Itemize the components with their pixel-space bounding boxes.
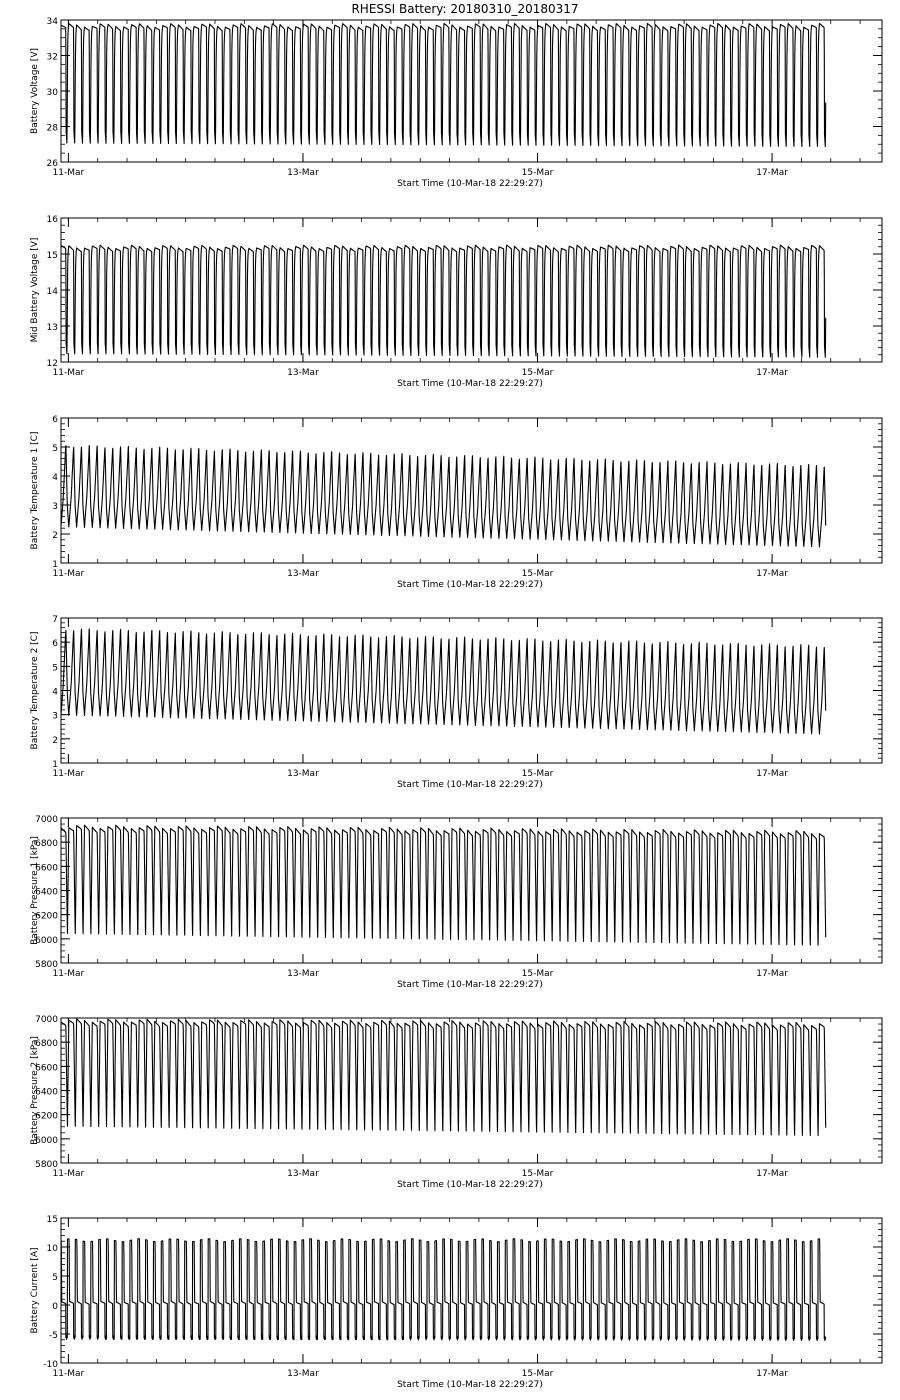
y-tick-label: 5 [52,444,58,454]
y-tick-label: 7000 [35,1015,58,1025]
x-tick-label: 15-Mar [521,769,554,779]
y-axis-label: Battery Voltage [V] [30,48,40,134]
y-tick-label: 6000 [35,1135,58,1146]
y-tick-label: 7000 [35,815,58,825]
y-tick-label: 3 [52,711,58,722]
y-tick-label: 15 [46,251,58,261]
y-axis-label: Battery Pressure 2 [kPa] [30,1036,40,1145]
x-tick-label: 11-Mar [52,769,85,779]
y-tick-label: 6800 [35,1039,58,1050]
y-tick-label: 6000 [35,935,58,946]
x-tick-label: 15-Mar [521,969,554,979]
x-axis-label: Start Time (10-Mar-18 22:29:27) [397,980,543,990]
y-axis-label: Mid Battery Voltage [V] [30,237,40,343]
x-tick-label: 13-Mar [287,368,319,378]
y-tick-label: 3 [52,502,58,512]
y-axis-label: Battery Temperature 1 [C] [30,431,40,550]
y-tick-label: 7 [52,615,58,625]
y-tick-label: 5800 [35,960,58,970]
y-tick-label: 5 [52,663,58,674]
y-tick-label: 6800 [35,839,58,850]
x-tick-label: 13-Mar [287,969,319,979]
x-tick-label: 13-Mar [287,168,319,178]
y-tick-label: 6 [52,639,58,650]
x-tick-label: 13-Mar [287,569,319,579]
y-tick-label: 2 [52,531,58,541]
y-tick-label: 6600 [35,1063,58,1074]
x-tick-label: 17-Mar [756,1169,788,1179]
y-tick-label: 6400 [35,887,58,898]
x-tick-label: 15-Mar [521,1369,554,1379]
y-tick-label: 14 [46,287,58,297]
x-tick-label: 13-Mar [287,769,319,779]
y-tick-label: 6600 [35,863,58,874]
x-tick-label: 11-Mar [52,569,85,579]
x-tick-label: 17-Mar [756,769,788,779]
y-tick-label: 6400 [35,1087,58,1098]
x-axis-label: Start Time (10-Mar-18 22:29:27) [397,580,543,590]
x-tick-label: 15-Mar [521,168,554,178]
x-tick-label: 15-Mar [521,1169,554,1179]
y-tick-label: 26 [46,159,58,169]
y-tick-label: 5800 [35,1160,58,1170]
y-tick-label: 4 [52,687,58,698]
x-tick-label: 11-Mar [52,368,85,378]
y-tick-label: 4 [52,473,58,483]
x-tick-label: 13-Mar [287,1169,319,1179]
x-axis-label: Start Time (10-Mar-18 22:29:27) [397,1180,543,1190]
figure-title: RHESSI Battery: 20180310_20180317 [351,2,579,16]
x-tick-label: 15-Mar [521,368,554,378]
y-tick-label: 32 [46,52,58,63]
x-axis-label: Start Time (10-Mar-18 22:29:27) [397,1380,543,1390]
y-tick-label: 10 [46,1244,58,1254]
y-tick-label: 30 [46,88,58,98]
y-tick-label: -5 [49,1331,58,1341]
x-tick-label: 11-Mar [52,168,85,178]
x-tick-label: 17-Mar [756,569,788,579]
y-axis-label: Battery Pressure 1 [kPa] [30,836,40,945]
y-axis-label: Battery Temperature 2 [C] [30,631,40,750]
y-tick-label: 6 [52,415,58,425]
y-tick-label: 6200 [35,1111,58,1122]
y-tick-label: 2 [52,735,58,746]
x-tick-label: 17-Mar [756,969,788,979]
x-tick-label: 11-Mar [52,1369,85,1379]
y-tick-label: 15 [46,1215,58,1225]
x-tick-label: 17-Mar [756,1369,788,1379]
y-tick-label: 16 [46,215,58,225]
y-tick-label: -10 [43,1360,58,1370]
y-axis-label: Battery Current [A] [30,1247,40,1334]
x-axis-label: Start Time (10-Mar-18 22:29:27) [397,179,543,189]
x-tick-label: 11-Mar [52,1169,85,1179]
x-axis-label: Start Time (10-Mar-18 22:29:27) [397,379,543,389]
x-tick-label: 13-Mar [287,1369,319,1379]
y-tick-label: 5 [52,1273,58,1283]
y-tick-label: 1 [52,760,58,770]
y-tick-label: 28 [46,123,58,134]
x-tick-label: 17-Mar [756,168,788,178]
y-tick-label: 13 [46,323,58,333]
x-axis-label: Start Time (10-Mar-18 22:29:27) [397,780,543,790]
x-tick-label: 11-Mar [52,969,85,979]
y-tick-label: 34 [46,17,58,27]
y-tick-label: 12 [46,359,58,369]
x-tick-label: 17-Mar [756,368,788,378]
y-tick-label: 0 [52,1302,58,1312]
x-tick-label: 15-Mar [521,569,554,579]
y-tick-label: 1 [52,560,58,570]
y-tick-label: 6200 [35,911,58,922]
